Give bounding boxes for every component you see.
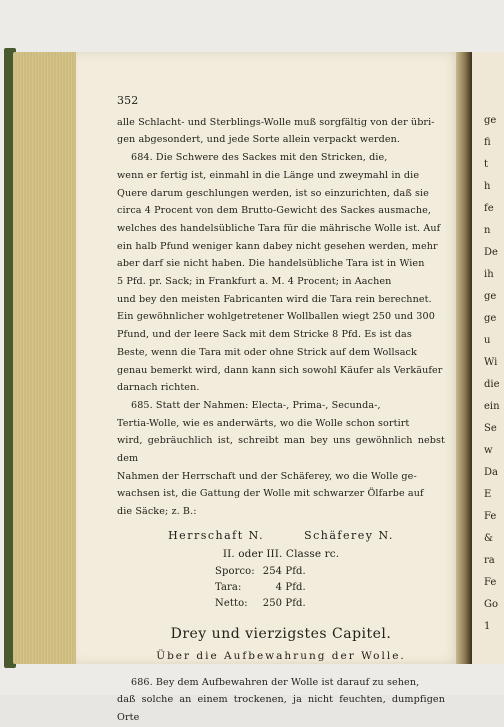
text-line: wenn er fertig ist, einmahl in die Länge und zweymahl in die bbox=[117, 169, 420, 181]
text-line: Pfund, und der leere Sack mit dem Stricke 8 Pfd. Es ist das bbox=[117, 329, 412, 341]
text-line: ein halb Pfund weniger kann dabey nicht gesehen werden, mehr bbox=[117, 240, 438, 252]
right-page-text-fragment: ra bbox=[484, 555, 495, 566]
chapter-title: Drey und vierzigstes Capitel. bbox=[170, 626, 392, 643]
table-row bbox=[211, 580, 310, 596]
text-line: Nahmen der Herrschaft und der Schäferey, wo die Wolle ge- bbox=[117, 470, 417, 482]
right-page-text-fragment: Go bbox=[484, 599, 499, 610]
right-page-text-fragment: Se bbox=[484, 423, 497, 434]
text-line: genau bemerkt wird, dann kann sich sowohl Käufer als Verkäufer bbox=[117, 364, 443, 376]
right-page-text-fragment: h bbox=[484, 181, 491, 192]
right-page-text-fragment: ge bbox=[484, 291, 497, 302]
paragraph-686 bbox=[117, 674, 445, 727]
text-line: Ein gewöhnlicher wohlgetretener Wollballen wiegt 250 und 300 bbox=[117, 311, 435, 323]
weight-label: Tara: bbox=[215, 582, 242, 594]
table-row bbox=[211, 564, 310, 580]
text-line: darnach richten. bbox=[117, 382, 200, 394]
text-line: 5 Pfd. pr. Sack; in Frankfurt a. M. 4 Procent; in Aachen bbox=[117, 276, 392, 288]
right-page-text-fragment: ih bbox=[484, 269, 494, 280]
right-page-text-fragment: Fe bbox=[484, 511, 497, 522]
page-block-edges bbox=[13, 52, 83, 664]
classe-label: II. oder III. Classe rc. bbox=[222, 547, 340, 560]
text-line: Quere darum geschlungen werden, ist so einzurichten, daß sie bbox=[117, 187, 429, 199]
weight-value: 254 Pfd. bbox=[262, 566, 306, 578]
right-page-text-fragment: ein bbox=[484, 401, 500, 412]
right-page-text-fragment: 1 bbox=[484, 621, 491, 632]
table-row bbox=[211, 596, 310, 612]
weight-table bbox=[211, 564, 310, 612]
weight-label: Netto: bbox=[215, 598, 248, 610]
right-page-text-fragment: n bbox=[484, 225, 491, 236]
text-line: alle Schlacht- und Sterblings-Wolle muß sorgfältig von der übri- bbox=[117, 116, 435, 128]
right-page-fragment bbox=[472, 52, 504, 664]
herrschaft-label: Herrschaft N. bbox=[168, 528, 265, 542]
text-line: gen abgesondert, und jede Sorte allein verpackt werden. bbox=[117, 134, 401, 146]
right-page-text-fragment: Da bbox=[484, 467, 498, 478]
right-page-text-fragment: w bbox=[484, 445, 493, 456]
text-line: und bey den meisten Fabricanten wird die Tara rein berechnet. bbox=[117, 293, 432, 305]
text-line: welches des handelsübliche Tara für die mährische Wolle ist. Auf bbox=[117, 222, 441, 234]
text-line: circa 4 Procent von dem Brutto-Gewicht des Sackes ausmache, bbox=[117, 205, 432, 217]
right-page-text-fragment: ge bbox=[484, 313, 497, 324]
text-line: die Säcke; z. B.: bbox=[117, 506, 197, 518]
right-page-text-fragment: Wi bbox=[484, 357, 498, 368]
right-page-text-fragment: Fe bbox=[484, 577, 497, 588]
text-line: aber darf sie nicht haben. Die handelsübliche Tara ist in Wien bbox=[117, 258, 425, 270]
text-line: daß solche an einem trockenen, ja nicht feuchten, dumpfigen Orte bbox=[117, 694, 445, 724]
right-page-text-fragment: u bbox=[484, 335, 491, 346]
right-page-text-fragment: die bbox=[484, 379, 500, 390]
right-page-text-fragment: t bbox=[484, 159, 489, 170]
book-gutter bbox=[456, 52, 472, 664]
page-number: 352 bbox=[117, 94, 139, 107]
page-text bbox=[117, 92, 445, 727]
schaeferey-label: Schäferey N. bbox=[304, 528, 394, 542]
right-page-text-fragment: De bbox=[484, 247, 498, 258]
right-page-text-fragment: & bbox=[484, 533, 493, 544]
right-page-text-fragment: ge bbox=[484, 115, 497, 126]
weight-value: 250 Pfd. bbox=[262, 598, 306, 610]
text-line: 685. Statt der Nahmen: Electa-, Prima-, Secunda-, bbox=[131, 399, 381, 411]
right-page-text-fragment: E bbox=[484, 489, 492, 500]
text-line: Tertia-Wolle, wie es anderwärts, wo die Wolle schon sortirt bbox=[117, 417, 410, 429]
text-line: 686. Bey dem Aufbewahren der Wolle ist darauf zu sehen, bbox=[131, 676, 420, 688]
intro-paragraph bbox=[117, 114, 445, 149]
text-line: 684. Die Schwere des Sackes mit den Stricken, die, bbox=[131, 152, 388, 164]
right-page-text-fragment: fi bbox=[484, 137, 491, 148]
text-line: wird, gebräuchlich ist, schreibt man bey uns gewöhnlich nebst dem bbox=[117, 435, 445, 465]
paragraph-685 bbox=[117, 397, 445, 521]
right-page-text-fragment: fe bbox=[484, 203, 494, 214]
label-example-header bbox=[117, 527, 445, 545]
chapter-subtitle: Über die Aufbewahrung der Wolle. bbox=[156, 649, 406, 662]
paragraph-684 bbox=[117, 149, 445, 397]
weight-value: 4 Pfd. bbox=[275, 582, 306, 594]
text-line: wachsen ist, die Gattung der Wolle mit schwarzer Ölfarbe auf bbox=[117, 488, 424, 500]
text-line: Beste, wenn die Tara mit oder ohne Strick auf dem Wollsack bbox=[117, 346, 417, 358]
weight-label: Sporco: bbox=[215, 566, 255, 578]
